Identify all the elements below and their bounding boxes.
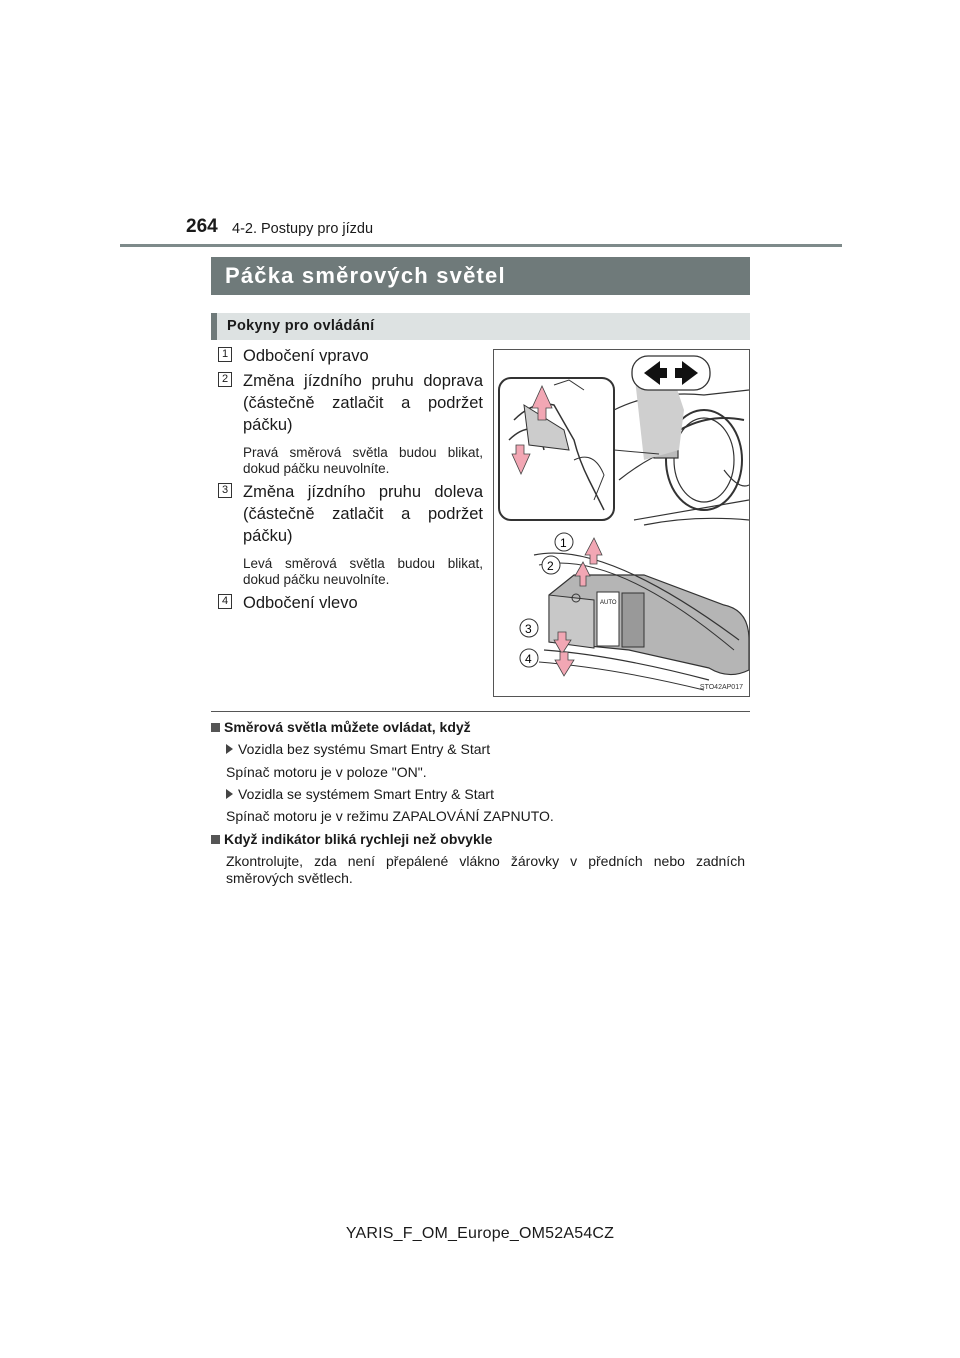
section-title: Páčka směrových světel [211, 257, 750, 295]
item-text: Změna jízdního pruhu doprava (částečně zatlačit a podržet páčku) [243, 372, 483, 434]
item-text: Odbočení vlevo [243, 594, 358, 612]
square-bullet-icon [211, 835, 220, 844]
page-number: 264 [186, 216, 218, 237]
callout-label: 3 [525, 622, 532, 636]
auto-label: AUTO [600, 600, 617, 606]
callout-2 [542, 556, 560, 574]
callout-label: 4 [525, 652, 532, 666]
note-heading-1: Směrová světla můžete ovládat, když [211, 719, 471, 736]
note-text-3: Zkontrolujte, zda není přepálené vlákno žárovky v předních nebo zadních směrových světlech. [226, 853, 745, 886]
notes-divider [211, 711, 750, 712]
item-number-box: 4 [218, 594, 232, 609]
item-text: Změna jízdního pruhu doleva (částečně zatlačit a podržet páčku) [243, 483, 483, 545]
item-text: Odbočení vpravo [243, 347, 369, 365]
callout-4 [520, 649, 538, 667]
item-number-box: 3 [218, 483, 232, 498]
square-bullet-icon [211, 723, 220, 732]
callout-label: 1 [560, 536, 567, 550]
note-heading-2: Když indikátor bliká rychleji než obvykle [211, 831, 492, 848]
callout-3 [520, 619, 538, 637]
header-rule [120, 244, 842, 247]
turn-signal-figure [493, 349, 750, 697]
item-number-box: 1 [218, 347, 232, 362]
turn-signal-illustration [494, 350, 749, 696]
callout-1 [555, 533, 573, 551]
left-right-arrow-icon [632, 356, 710, 390]
lever-illustration [534, 538, 749, 690]
note-bullet-2: Vozidla se systémem Smart Entry & Start [226, 786, 494, 803]
hand-inset [499, 378, 614, 520]
figure-code: STO42AP017 [699, 684, 743, 691]
note-text-2: Spínač motoru je v režimu ZAPALOVÁNÍ ZAPNUTO. [226, 808, 554, 824]
note-bullet-1: Vozidla bez systému Smart Entry & Start [226, 741, 490, 758]
item-note: Pravá směrová světla budou blikat, dokud páčku neuvolníte. [243, 445, 483, 476]
note-text-1: Spínač motoru je v poloze "ON". [226, 764, 427, 780]
subsection-title: Pokyny pro ovládání [211, 313, 750, 340]
footer-code: YARIS_F_OM_Europe_OM52A54CZ [345, 1225, 615, 1242]
item-note: Levá směrová světla budou blikat, dokud páčku neuvolníte. [243, 556, 483, 587]
chapter-title: 4-2. Postupy pro jízdu [232, 221, 374, 237]
callout-label: 2 [547, 559, 554, 573]
triangle-bullet-icon [226, 744, 233, 754]
item-number-box: 2 [218, 372, 232, 387]
triangle-bullet-icon [226, 789, 233, 799]
